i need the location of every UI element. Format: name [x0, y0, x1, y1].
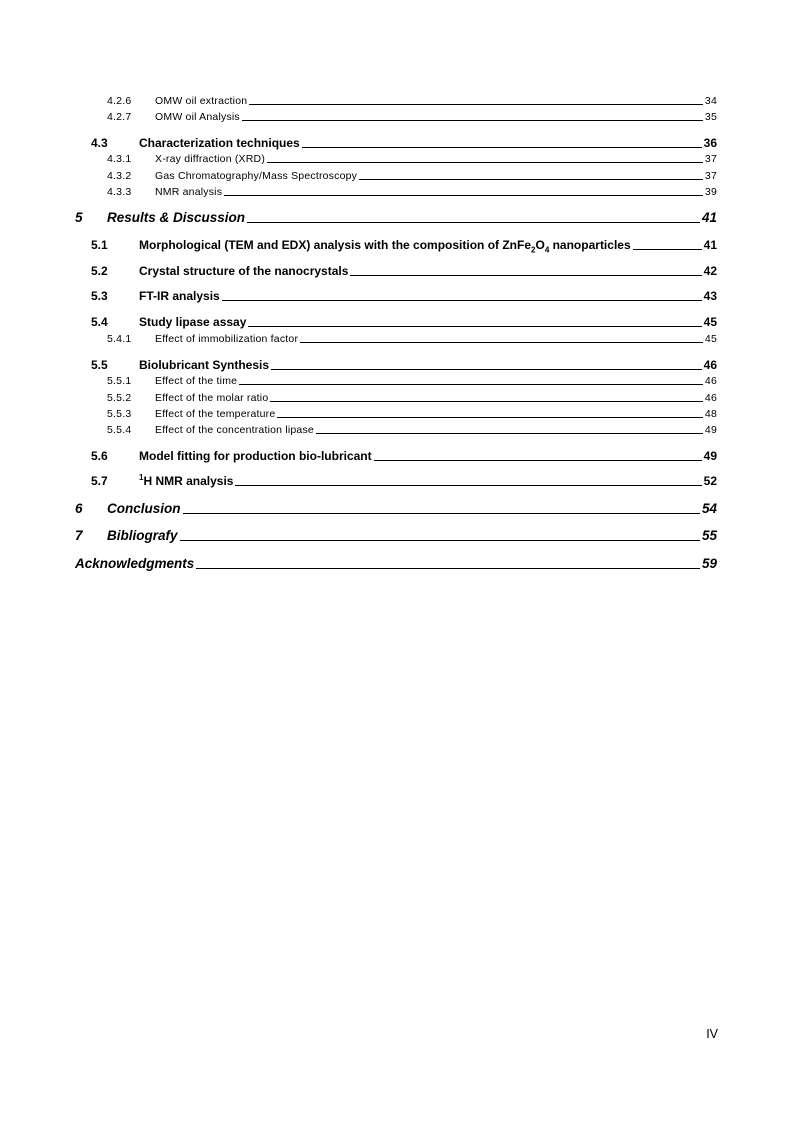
toc-title: Crystal structure of the nanocrystals [139, 264, 349, 278]
toc-number: 5.4.1 [107, 333, 132, 345]
toc-page: 48 [704, 408, 717, 420]
toc-leader-line [222, 299, 702, 301]
toc-number: 5.5.2 [107, 392, 132, 404]
toc-number: 4.3.1 [107, 153, 132, 165]
toc-page: 54 [701, 501, 717, 516]
toc-entry-5-5[interactable] [91, 358, 717, 372]
page-number: IV [706, 1027, 718, 1041]
toc-title [139, 474, 233, 488]
toc-page: 39 [704, 186, 717, 198]
toc-page: 59 [701, 556, 717, 571]
toc-page: 52 [703, 474, 717, 488]
toc-title: Effect of immobilization factor [155, 333, 299, 345]
toc-number: 5.5.1 [107, 375, 132, 387]
toc-entry-7[interactable] [75, 528, 717, 543]
toc-number: 5.6 [91, 449, 108, 463]
toc-title: Results & Discussion [107, 210, 246, 225]
toc-leader-line [242, 119, 703, 121]
toc-page: 49 [703, 449, 717, 463]
toc-title-part: O [535, 238, 545, 252]
toc-title: NMR analysis [155, 186, 223, 198]
toc-leader-line [180, 539, 700, 541]
toc-leader-line [183, 512, 700, 514]
superscript-1: 1 [139, 473, 144, 482]
toc-page: 36 [703, 136, 717, 150]
toc-entry-5-7[interactable] [91, 474, 717, 488]
toc-page: 42 [703, 264, 717, 278]
toc-number: 5.5 [91, 358, 108, 372]
toc-title: Acknowledgments [75, 556, 195, 571]
toc-title: Effect of the time [155, 375, 238, 387]
toc-page: 35 [704, 111, 717, 123]
toc-page: 41 [701, 210, 717, 225]
toc-page: 46 [703, 358, 717, 372]
toc-number: 5.1 [91, 238, 108, 252]
toc-entry-5[interactable] [75, 210, 717, 225]
toc-number: 4.3 [91, 136, 108, 150]
toc-entry-5-2[interactable] [91, 264, 717, 278]
toc-title: Biolubricant Synthesis [139, 358, 270, 372]
toc-title: Gas Chromatography/Mass Spectroscopy [155, 170, 358, 182]
toc-entry-5-4-1[interactable] [107, 333, 717, 345]
toc-leader-line [300, 341, 703, 343]
toc-leader-line [316, 432, 703, 434]
toc-title: Conclusion [107, 501, 181, 516]
toc-leader-line [196, 567, 700, 569]
toc-entry-5-5-1[interactable] [107, 375, 717, 387]
toc-entry-4-2-7[interactable] [107, 111, 717, 123]
toc-title-part: Morphological (TEM and EDX) analysis with the composition of ZnFe [139, 238, 532, 252]
toc-page: 46 [704, 375, 717, 387]
toc-leader-line [350, 274, 701, 276]
toc-entry-4-3-3[interactable] [107, 186, 717, 198]
toc-leader-line [267, 161, 703, 163]
toc-page: 45 [704, 333, 717, 345]
subscript-2: 2 [531, 245, 536, 255]
toc-number: 4.3.2 [107, 170, 132, 182]
toc-number: 6 [75, 501, 83, 516]
toc-title: Study lipase assay [139, 315, 247, 329]
toc-number: 5 [75, 210, 83, 225]
toc-entry-5-5-3[interactable] [107, 408, 717, 420]
toc-number: 5.4 [91, 315, 108, 329]
toc-number: 7 [75, 528, 83, 543]
toc-title: Model fitting for production bio-lubricant [139, 449, 372, 463]
toc-leader-line [235, 484, 701, 486]
toc-title: FT-IR analysis [139, 289, 220, 303]
subscript-4: 4 [544, 245, 550, 255]
toc-title: OMW oil Analysis [155, 111, 240, 123]
toc-entry-4-3[interactable] [91, 136, 717, 150]
toc-leader-line [270, 400, 703, 402]
toc-entry-4-3-2[interactable] [107, 170, 717, 182]
toc-leader-line [247, 221, 700, 223]
toc-entry-6[interactable] [75, 501, 717, 516]
toc-number: 5.2 [91, 264, 108, 278]
toc-entry-4-3-1[interactable] [107, 153, 717, 165]
toc-title: Effect of the temperature [155, 408, 276, 420]
toc-entry-5-5-2[interactable] [107, 392, 717, 404]
toc-leader-line [359, 178, 703, 180]
toc-page: 45 [703, 315, 717, 329]
toc-leader-line [249, 103, 703, 105]
toc-title: Characterization techniques [139, 136, 300, 150]
toc-title: X-ray diffraction (XRD) [155, 153, 266, 165]
toc-entry-5-1[interactable] [91, 238, 717, 255]
toc-leader-line [248, 325, 701, 327]
toc-number: 5.5.4 [107, 424, 132, 436]
toc-page: 43 [703, 289, 717, 303]
toc-number: 4.2.6 [107, 95, 132, 107]
toc-title: OMW oil extraction [155, 95, 248, 107]
toc-title: Effect of the concentration lipase [155, 424, 314, 436]
toc-leader-line [271, 368, 702, 370]
toc-number: 5.5.3 [107, 408, 132, 420]
toc-number: 4.3.3 [107, 186, 132, 198]
toc-title-part: nanoparticles [549, 238, 631, 252]
toc-leader-line [374, 459, 702, 461]
toc-entry-5-4[interactable] [91, 315, 717, 329]
toc-leader-line [239, 383, 703, 385]
toc-number: 5.3 [91, 289, 108, 303]
toc-leader-line [302, 146, 702, 148]
toc-entry-5-5-4[interactable] [107, 424, 717, 436]
toc-entry-5-3[interactable] [91, 289, 717, 303]
toc-number: 4.2.7 [107, 111, 132, 123]
toc-leader-line [633, 248, 702, 250]
toc-page: 37 [704, 153, 717, 165]
toc-page: 34 [704, 95, 717, 107]
toc-title-part: H NMR analysis [143, 474, 234, 488]
toc-leader-line [224, 194, 703, 196]
toc-entry-4-2-6[interactable] [107, 95, 717, 107]
toc-page: 46 [704, 392, 717, 404]
toc-page: 49 [704, 424, 717, 436]
toc-page: 37 [704, 170, 717, 182]
toc-entry-5-6[interactable] [91, 449, 717, 463]
toc-page: 55 [701, 528, 717, 543]
toc-entry-acknowledgments[interactable] [75, 556, 717, 571]
toc-title: Bibliografy [107, 528, 178, 543]
toc-page: 41 [703, 238, 717, 252]
toc-leader-line [277, 416, 703, 418]
toc-number: 5.7 [91, 474, 108, 488]
toc-title: Effect of the molar ratio [155, 392, 269, 404]
toc-title [139, 238, 631, 255]
